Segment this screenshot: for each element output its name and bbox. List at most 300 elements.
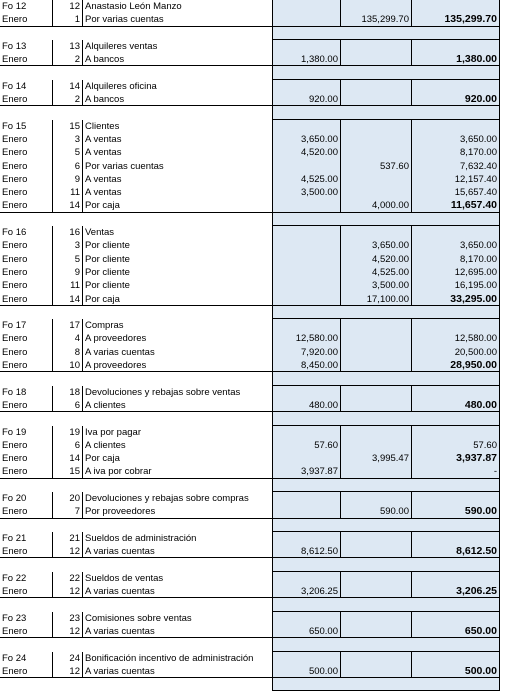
month-cell: Enero: [2, 439, 28, 451]
account-name-cell: Clientes: [82, 120, 272, 133]
debit-cell: 3,500.00: [272, 186, 340, 199]
account-name-cell: Compras: [82, 319, 272, 332]
table-row: [0, 293, 500, 306]
account-header-row: [0, 572, 500, 585]
credit-cell: [340, 638, 411, 651]
month-cell: Enero: [0, 585, 52, 598]
credit-cell: [340, 372, 411, 385]
concept-cell: A varias cuentas: [82, 665, 272, 678]
separator-row: [0, 638, 500, 651]
account-name-cell: Comisiones sobre ventas: [82, 612, 272, 625]
concept-cell: Por varias cuentas: [82, 13, 272, 26]
debit-cell: [272, 293, 340, 306]
balance-cell: 33,295.00: [411, 293, 500, 306]
debit-cell: [272, 199, 340, 212]
credit-cell: [340, 359, 411, 372]
account-header-row: [0, 319, 500, 332]
separator-row: [0, 412, 500, 425]
account-header-row: [0, 226, 500, 239]
table-row: [0, 173, 500, 186]
balance-cell: 650.00: [411, 625, 500, 638]
account-number-cell: 24: [52, 652, 82, 665]
balance-cell: 28,950.00: [411, 359, 500, 372]
day-cell: 6: [52, 160, 82, 173]
balance-cell: [411, 386, 500, 399]
account-number-cell: 23: [52, 612, 82, 625]
day-cell: 10: [52, 359, 82, 372]
balance-cell: [411, 120, 500, 133]
month-cell: Enero: [0, 465, 52, 478]
debit-cell: 3,650.00: [272, 133, 340, 146]
account-header-row: [0, 652, 500, 665]
month-cell: Enero: [0, 53, 52, 66]
balance-cell: [411, 27, 500, 40]
separator-row: [0, 66, 500, 79]
table-row: [0, 160, 500, 173]
month-cell: Enero: [0, 293, 52, 306]
balance-cell: [411, 106, 500, 119]
balance-cell: 12,580.00: [411, 332, 500, 345]
account-name-cell: Iva por pagar: [82, 426, 272, 439]
day-cell: 5: [52, 253, 82, 266]
account-header-row: [0, 386, 500, 399]
debit-cell: [272, 558, 340, 571]
balance-cell: [411, 0, 500, 13]
table-row: [0, 545, 500, 558]
balance-cell: 15,657.40: [411, 186, 500, 199]
day-cell: 2: [52, 53, 82, 66]
account-header-row: [0, 532, 500, 545]
credit-cell: 3,500.00: [340, 279, 411, 292]
balance-cell: [411, 678, 500, 691]
day-cell: 12: [52, 545, 82, 558]
credit-cell: [340, 572, 411, 585]
day-cell: 9: [52, 173, 82, 186]
table-row: [0, 239, 500, 252]
concept-cell: Por caja: [82, 293, 272, 306]
day-cell: 14: [52, 199, 82, 212]
debit-cell: [272, 13, 340, 26]
folio-cell: Fo 13: [2, 40, 27, 52]
account-number-cell: 17: [52, 319, 82, 332]
balance-cell: [411, 652, 500, 665]
account-name-cell: Alquileres ventas: [82, 40, 272, 53]
concept-cell: A bancos: [82, 53, 272, 66]
balance-cell: [411, 426, 500, 439]
debit-cell: [272, 532, 340, 545]
table-row: [0, 253, 500, 266]
debit-cell: [272, 426, 340, 439]
separator-row: [0, 306, 500, 319]
day-cell: 3: [52, 239, 82, 252]
month-cell: Enero: [2, 280, 28, 292]
balance-cell: [411, 372, 500, 385]
folio-cell: Fo 23: [2, 612, 27, 624]
debit-cell: 480.00: [272, 399, 340, 412]
credit-cell: 17,100.00: [340, 293, 411, 306]
concept-cell: A ventas: [82, 173, 272, 186]
concept-cell: A ventas: [82, 133, 272, 146]
credit-cell: [340, 492, 411, 505]
balance-cell: 11,657.40: [411, 199, 500, 212]
debit-cell: 8,450.00: [272, 359, 340, 372]
credit-cell: [340, 665, 411, 678]
credit-cell: 3,995.47: [340, 452, 411, 465]
credit-cell: [340, 213, 411, 226]
concept-cell: A clientes: [82, 399, 272, 412]
credit-cell: [340, 40, 411, 53]
credit-cell: [340, 186, 411, 199]
credit-cell: [340, 332, 411, 345]
balance-cell: 3,206.25: [411, 585, 500, 598]
balance-cell: 12,695.00: [411, 266, 500, 279]
balance-cell: [411, 519, 500, 532]
balance-cell: [411, 638, 500, 651]
account-number-cell: 14: [52, 80, 82, 93]
month-cell: Enero: [2, 333, 28, 345]
concept-cell: Por proveedores: [82, 505, 272, 518]
credit-cell: [340, 465, 411, 478]
concept-cell: A ventas: [82, 146, 272, 159]
account-header-row: [0, 492, 500, 505]
balance-cell: [411, 226, 500, 239]
credit-cell: [340, 346, 411, 359]
credit-cell: [340, 106, 411, 119]
account-header-row: [0, 612, 500, 625]
debit-cell: [272, 678, 340, 691]
debit-cell: 650.00: [272, 625, 340, 638]
balance-cell: 8,170.00: [411, 253, 500, 266]
day-cell: 12: [52, 585, 82, 598]
folio-cell: Fo 19: [2, 426, 27, 438]
account-name-cell: Devoluciones y rebajas sobre compras: [82, 492, 272, 505]
credit-cell: [340, 173, 411, 186]
debit-cell: 8,612.50: [272, 545, 340, 558]
folio-cell: Fo 14: [2, 80, 27, 92]
table-row: [0, 625, 500, 638]
account-number-cell: 19: [52, 426, 82, 439]
debit-cell: [272, 253, 340, 266]
concept-cell: A ventas: [82, 186, 272, 199]
credit-cell: [340, 652, 411, 665]
day-cell: 14: [52, 452, 82, 465]
month-cell: Enero: [0, 505, 52, 518]
credit-cell: [340, 545, 411, 558]
credit-cell: [340, 426, 411, 439]
debit-cell: [272, 492, 340, 505]
credit-cell: [340, 226, 411, 239]
concept-cell: A bancos: [82, 93, 272, 106]
day-cell: 12: [52, 625, 82, 638]
account-header-row: [0, 40, 500, 53]
table-row: [0, 13, 500, 26]
month-cell: Enero: [2, 253, 28, 265]
folio-cell: Fo 24: [2, 652, 27, 664]
month-cell: Enero: [2, 453, 28, 465]
month-cell: Enero: [2, 173, 28, 185]
debit-cell: [272, 306, 340, 319]
separator-row: [0, 27, 500, 40]
month-cell: Enero: [2, 240, 28, 252]
debit-cell: [272, 226, 340, 239]
account-header-row: [0, 0, 500, 13]
account-name-cell: Devoluciones y rebajas sobre ventas: [82, 386, 272, 399]
balance-cell: 8,170.00: [411, 146, 500, 159]
concept-cell: Por caja: [82, 199, 272, 212]
balance-cell: [411, 598, 500, 611]
credit-cell: [340, 558, 411, 571]
day-cell: 1: [52, 13, 82, 26]
day-cell: 14: [52, 293, 82, 306]
separator-row: [0, 558, 500, 571]
balance-cell: 480.00: [411, 399, 500, 412]
table-row: [0, 505, 500, 518]
folio-cell: Fo 22: [2, 572, 27, 584]
concept-cell: Por cliente: [82, 266, 272, 279]
account-number-cell: 18: [52, 386, 82, 399]
account-number-cell: 13: [52, 40, 82, 53]
balance-cell: -: [411, 465, 500, 478]
debit-cell: 7,920.00: [272, 346, 340, 359]
table-row: [0, 266, 500, 279]
credit-cell: [340, 53, 411, 66]
folio-cell: Fo 16: [2, 227, 27, 239]
account-name-cell: Ventas: [82, 226, 272, 239]
balance-cell: [411, 213, 500, 226]
debit-cell: [272, 505, 340, 518]
credit-cell: [340, 80, 411, 93]
credit-cell: [340, 133, 411, 146]
debit-cell: [272, 452, 340, 465]
concept-cell: Por caja: [82, 452, 272, 465]
concept-cell: Por cliente: [82, 239, 272, 252]
debit-cell: 4,525.00: [272, 173, 340, 186]
credit-cell: [340, 439, 411, 452]
balance-cell: 16,195.00: [411, 279, 500, 292]
credit-cell: [340, 120, 411, 133]
debit-cell: [272, 638, 340, 651]
credit-cell: 4,000.00: [340, 199, 411, 212]
debit-cell: 3,206.25: [272, 585, 340, 598]
debit-cell: [272, 412, 340, 425]
separator-row: [0, 372, 500, 385]
credit-cell: 4,525.00: [340, 266, 411, 279]
credit-cell: [340, 306, 411, 319]
debit-cell: 57.60: [272, 439, 340, 452]
credit-cell: [340, 412, 411, 425]
debit-cell: [272, 279, 340, 292]
debit-cell: [272, 612, 340, 625]
debit-cell: 1,380.00: [272, 53, 340, 66]
folio-cell: Fo 17: [2, 320, 27, 332]
balance-cell: 3,937.87: [411, 452, 500, 465]
folio-cell: Fo 15: [2, 120, 27, 132]
credit-cell: 4,520.00: [340, 253, 411, 266]
debit-cell: [272, 319, 340, 332]
credit-cell: [340, 0, 411, 13]
debit-cell: [272, 213, 340, 226]
month-cell: Enero: [2, 160, 28, 172]
separator-row: [0, 598, 500, 611]
balance-cell: 920.00: [411, 93, 500, 106]
account-number-cell: 15: [52, 120, 82, 133]
day-cell: 6: [52, 399, 82, 412]
debit-cell: [272, 27, 340, 40]
debit-cell: 4,520.00: [272, 146, 340, 159]
day-cell: 11: [52, 186, 82, 199]
month-cell: Enero: [2, 147, 28, 159]
credit-cell: [340, 598, 411, 611]
account-name-cell: Sueldos de administración: [82, 532, 272, 545]
concept-cell: A iva por cobrar: [82, 465, 272, 478]
day-cell: 8: [52, 346, 82, 359]
day-cell: 5: [52, 146, 82, 159]
credit-cell: [340, 399, 411, 412]
concept-cell: Por cliente: [82, 253, 272, 266]
balance-cell: 500.00: [411, 665, 500, 678]
table-row: [0, 186, 500, 199]
debit-cell: [272, 160, 340, 173]
debit-cell: [272, 239, 340, 252]
table-row: [0, 93, 500, 106]
balance-cell: [411, 558, 500, 571]
table-row: [0, 665, 500, 678]
balance-cell: [411, 612, 500, 625]
credit-cell: [340, 479, 411, 492]
credit-cell: 3,650.00: [340, 239, 411, 252]
folio-cell: Fo 21: [2, 532, 27, 544]
concept-cell: A varias cuentas: [82, 545, 272, 558]
table-row: [0, 346, 500, 359]
credit-cell: 135,299.70: [340, 13, 411, 26]
separator-row: [0, 106, 500, 119]
account-name-cell: Anastasio León Manzo: [82, 0, 272, 13]
debit-cell: [272, 120, 340, 133]
concept-cell: Por cliente: [82, 279, 272, 292]
credit-cell: [340, 146, 411, 159]
day-cell: 11: [52, 279, 82, 292]
credit-cell: [340, 625, 411, 638]
folio-cell: Fo 20: [2, 492, 27, 504]
day-cell: 4: [52, 332, 82, 345]
balance-cell: 7,632.40: [411, 160, 500, 173]
account-number-cell: 22: [52, 572, 82, 585]
balance-cell: [411, 479, 500, 492]
day-cell: 2: [52, 93, 82, 106]
balance-cell: 3,650.00: [411, 133, 500, 146]
account-header-row: [0, 426, 500, 439]
month-cell: Enero: [0, 199, 52, 212]
credit-cell: [340, 612, 411, 625]
balance-cell: [411, 40, 500, 53]
day-cell: 15: [52, 465, 82, 478]
day-cell: 7: [52, 505, 82, 518]
credit-cell: [340, 532, 411, 545]
balance-cell: 135,299.70: [411, 13, 500, 26]
debit-cell: [272, 652, 340, 665]
month-cell: Enero: [0, 93, 52, 106]
concept-cell: A varias cuentas: [82, 346, 272, 359]
concept-cell: A proveedores: [82, 332, 272, 345]
credit-cell: [340, 27, 411, 40]
table-row: [0, 452, 500, 465]
month-cell: Enero: [2, 187, 28, 199]
account-name-cell: Alquileres oficina: [82, 80, 272, 93]
debit-cell: [272, 479, 340, 492]
table-row: [0, 199, 500, 212]
account-header-row: [0, 120, 500, 133]
month-cell: Enero: [0, 399, 52, 412]
account-name-cell: Sueldos de ventas: [82, 572, 272, 585]
debit-cell: [272, 519, 340, 532]
month-cell: Enero: [2, 133, 28, 145]
table-row: [0, 359, 500, 372]
balance-cell: 12,157.40: [411, 173, 500, 186]
account-header-row: [0, 80, 500, 93]
credit-cell: [340, 585, 411, 598]
separator-row: [0, 479, 500, 492]
month-cell: Enero: [0, 545, 52, 558]
table-row: [0, 279, 500, 292]
debit-cell: [272, 40, 340, 53]
balance-cell: [411, 492, 500, 505]
debit-cell: [272, 572, 340, 585]
month-cell: Enero: [2, 266, 28, 278]
account-number-cell: 16: [52, 226, 82, 239]
balance-cell: 3,650.00: [411, 239, 500, 252]
concept-cell: A varias cuentas: [82, 585, 272, 598]
balance-cell: [411, 532, 500, 545]
credit-cell: [340, 519, 411, 532]
separator-row: [0, 213, 500, 226]
credit-cell: [340, 93, 411, 106]
month-cell: Enero: [0, 359, 52, 372]
table-row: [0, 399, 500, 412]
debit-cell: [272, 598, 340, 611]
balance-cell: [411, 572, 500, 585]
table-row: [0, 439, 500, 452]
balance-cell: [411, 66, 500, 79]
month-cell: Enero: [0, 665, 52, 678]
day-cell: 3: [52, 133, 82, 146]
month-cell: Enero: [0, 13, 52, 26]
concept-cell: A proveedores: [82, 359, 272, 372]
debit-cell: [272, 0, 340, 13]
month-cell: Enero: [0, 625, 52, 638]
debit-cell: 920.00: [272, 93, 340, 106]
balance-cell: [411, 80, 500, 93]
concept-cell: A varias cuentas: [82, 625, 272, 638]
balance-cell: 20,500.00: [411, 346, 500, 359]
account-number-cell: 21: [52, 532, 82, 545]
table-row: [0, 146, 500, 159]
debit-cell: [272, 80, 340, 93]
folio-cell: Fo 12: [2, 1, 27, 12]
debit-cell: [272, 372, 340, 385]
table-row: [0, 465, 500, 478]
folio-cell: Fo 18: [2, 386, 27, 398]
concept-cell: Por varias cuentas: [82, 160, 272, 173]
debit-cell: 500.00: [272, 665, 340, 678]
debit-cell: 3,937.87: [272, 465, 340, 478]
account-number-cell: 12: [52, 0, 82, 13]
month-cell: Enero: [2, 346, 28, 358]
day-cell: 6: [52, 439, 82, 452]
table-row: [0, 53, 500, 66]
balance-cell: 57.60: [411, 439, 500, 452]
credit-cell: 590.00: [340, 505, 411, 518]
balance-cell: 8,612.50: [411, 545, 500, 558]
